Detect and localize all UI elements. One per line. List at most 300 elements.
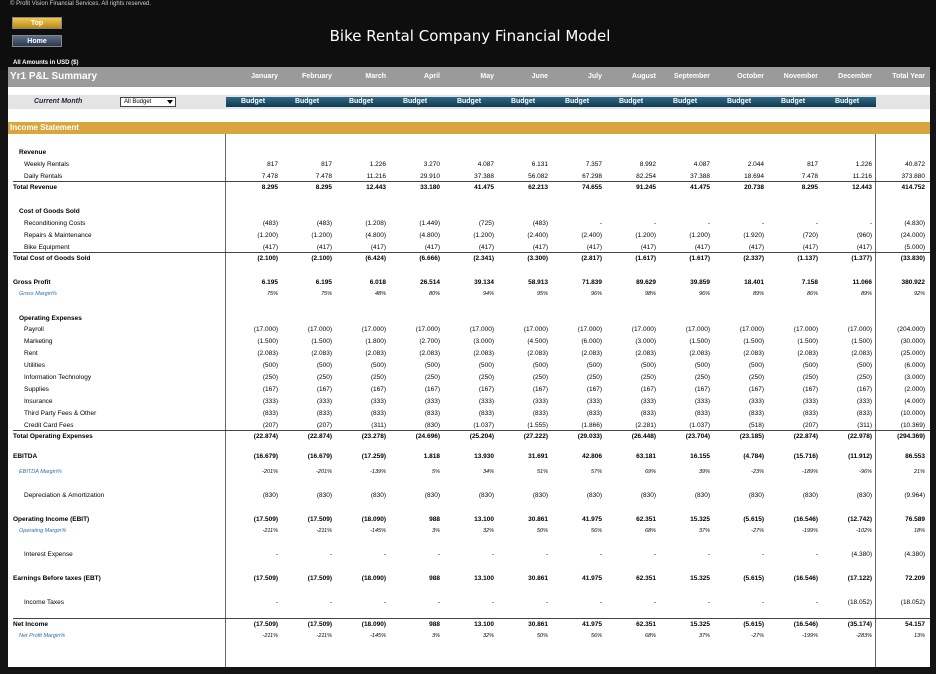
table-cell: - xyxy=(761,599,764,606)
budget-label: Budget xyxy=(294,98,320,105)
table-cell: (35.174) xyxy=(847,621,872,628)
table-cell: (333) xyxy=(370,398,386,405)
table-cell: (1.449) xyxy=(419,220,440,227)
table-cell: (17.000) xyxy=(361,326,386,333)
table-cell: - xyxy=(761,220,764,227)
table-row xyxy=(8,575,930,584)
table-cell: (333) xyxy=(532,398,548,405)
table-cell: 1.818 xyxy=(423,453,440,460)
table-cell: 7.478 xyxy=(315,173,332,180)
table-cell: (833) xyxy=(586,410,602,417)
table-cell: - xyxy=(815,551,818,558)
table-cell: (1.617) xyxy=(635,255,656,262)
table-cell: (1.200) xyxy=(257,232,278,239)
table-cell: (1.500) xyxy=(311,338,332,345)
table-cell: (2.083) xyxy=(797,350,818,357)
budget-label: Budget xyxy=(402,98,428,105)
row-label: Daily Rentals xyxy=(24,173,63,180)
table-cell: (2.000) xyxy=(904,386,925,393)
table-cell: (500) xyxy=(316,362,332,369)
table-cell: (17.509) xyxy=(253,575,278,582)
table-cell: 42.806 xyxy=(582,453,602,460)
table-cell: (311) xyxy=(857,422,872,429)
table-cell: (167) xyxy=(532,386,548,393)
table-cell: - xyxy=(707,551,710,558)
table-cell: (2.083) xyxy=(311,350,332,357)
table-cell: 39.134 xyxy=(474,279,494,286)
table-cell: (333) xyxy=(748,398,764,405)
table-cell: (2.083) xyxy=(257,350,278,357)
table-cell: (833) xyxy=(694,410,710,417)
table-row xyxy=(8,633,930,642)
table-cell: 37.388 xyxy=(690,173,710,180)
table-cell: 54.157 xyxy=(905,621,925,628)
table-cell: (23.278) xyxy=(361,433,386,440)
section-title-income-statement: Income Statement xyxy=(8,122,930,134)
table-cell: (417) xyxy=(640,244,656,251)
table-cell: 56% xyxy=(590,633,602,639)
budget-label: Budget xyxy=(726,98,752,105)
table-cell: -23% xyxy=(751,469,764,475)
table-cell: -201% xyxy=(262,469,278,475)
table-cell: (18.090) xyxy=(361,575,386,582)
table-cell: (500) xyxy=(586,362,602,369)
table-cell: (3.300) xyxy=(527,255,548,262)
table-cell: 37% xyxy=(698,633,710,639)
table-cell: (1.200) xyxy=(311,232,332,239)
table-cell: (23.185) xyxy=(739,433,764,440)
table-cell: (2.083) xyxy=(527,350,548,357)
page-title: Bike Rental Company Financial Model xyxy=(329,27,611,45)
table-cell: 50% xyxy=(536,528,548,534)
table-cell: - xyxy=(653,599,656,606)
table-cell: (417) xyxy=(478,244,494,251)
table-row xyxy=(8,528,930,537)
table-cell: (500) xyxy=(640,362,656,369)
table-cell: (6.666) xyxy=(419,255,440,262)
table-cell: 1.226 xyxy=(369,161,386,168)
table-cell: (26.448) xyxy=(631,433,656,440)
table-row xyxy=(8,338,930,347)
table-row xyxy=(8,232,930,241)
month-header: December xyxy=(838,73,872,80)
table-cell: 48% xyxy=(374,291,386,297)
budget-label: Budget xyxy=(618,98,644,105)
table-cell: (17.000) xyxy=(253,326,278,333)
month-header: April xyxy=(424,73,440,80)
table-cell: (167) xyxy=(370,386,386,393)
table-cell: (18.052) xyxy=(900,599,925,606)
table-cell: 32% xyxy=(482,528,494,534)
table-cell: 13.930 xyxy=(474,453,494,460)
table-cell: 57% xyxy=(590,469,602,475)
table-cell: (833) xyxy=(424,410,440,417)
table-cell: (17.000) xyxy=(739,326,764,333)
table-cell: (417) xyxy=(316,244,332,251)
table-cell: 380.922 xyxy=(901,279,925,286)
table-cell: (333) xyxy=(640,398,656,405)
divider xyxy=(13,618,930,619)
table-cell: (4.380) xyxy=(904,551,925,558)
row-label: EBITDA xyxy=(13,453,38,460)
row-label: Total Revenue xyxy=(13,184,57,191)
table-cell: (333) xyxy=(694,398,710,405)
table-cell: (830) xyxy=(424,492,440,499)
budget-label: Budget xyxy=(240,98,266,105)
table-cell: (250) xyxy=(856,374,872,381)
table-cell: (830) xyxy=(262,492,278,499)
current-month-value: All Budget xyxy=(124,99,152,105)
table-cell: (1.037) xyxy=(473,422,494,429)
table-cell: (720) xyxy=(802,232,818,239)
table-cell: 37.388 xyxy=(474,173,494,180)
table-row xyxy=(8,398,930,407)
total-year-header: Total Year xyxy=(892,73,925,80)
table-cell: (6.000) xyxy=(581,338,602,345)
budget-label: Budget xyxy=(834,98,860,105)
table-cell: (17.000) xyxy=(469,326,494,333)
table-cell: (17.509) xyxy=(307,516,332,523)
table-cell: (1.500) xyxy=(257,338,278,345)
table-cell: (2.337) xyxy=(743,255,764,262)
table-cell: 41.975 xyxy=(582,516,602,523)
table-cell: (830) xyxy=(478,492,494,499)
table-cell: 15.325 xyxy=(690,516,710,523)
month-header: September xyxy=(673,73,710,80)
table-row xyxy=(8,599,930,608)
table-cell: - xyxy=(275,551,278,558)
table-cell: (16.546) xyxy=(793,516,818,523)
table-cell: (830) xyxy=(370,492,386,499)
table-cell: (2.400) xyxy=(581,232,602,239)
table-cell: 63.181 xyxy=(636,453,656,460)
table-cell: (22.874) xyxy=(307,433,332,440)
table-cell: 96% xyxy=(698,291,710,297)
table-cell: 6.131 xyxy=(531,161,548,168)
table-cell: (1.200) xyxy=(689,232,710,239)
table-cell: (2.083) xyxy=(473,350,494,357)
table-cell: 30.861 xyxy=(528,621,548,628)
table-cell: (417) xyxy=(694,244,710,251)
table-cell: (830) xyxy=(316,492,332,499)
table-cell: (207) xyxy=(802,422,818,429)
table-cell: (5.615) xyxy=(743,516,764,523)
table-cell: - xyxy=(275,599,278,606)
table-cell: (9.964) xyxy=(904,492,925,499)
budget-label: Budget xyxy=(672,98,698,105)
table-cell: 13.100 xyxy=(474,575,494,582)
table-cell: (204.000) xyxy=(897,326,925,333)
table-cell: (1.555) xyxy=(527,422,548,429)
table-cell: 6.018 xyxy=(369,279,386,286)
table-cell: (417) xyxy=(802,244,818,251)
table-cell: (500) xyxy=(370,362,386,369)
table-cell: (250) xyxy=(694,374,710,381)
table-cell: (250) xyxy=(802,374,818,381)
table-cell: 82.254 xyxy=(636,173,656,180)
table-cell: 41.975 xyxy=(582,621,602,628)
current-month-label: Current Month xyxy=(34,98,83,105)
table-cell: (417) xyxy=(748,244,764,251)
row-label: Gross Margin% xyxy=(19,291,57,297)
table-cell: (333) xyxy=(262,398,278,405)
table-cell: (167) xyxy=(316,386,332,393)
table-cell: 3% xyxy=(432,528,440,534)
table-row xyxy=(8,208,930,217)
table-cell: - xyxy=(545,551,548,558)
table-row xyxy=(8,161,930,170)
table-cell: (2.083) xyxy=(689,350,710,357)
table-cell: (17.259) xyxy=(361,453,386,460)
table-cell: 2.044 xyxy=(747,161,764,168)
table-cell: (207) xyxy=(262,422,278,429)
table-cell: 988 xyxy=(429,575,440,582)
table-row xyxy=(8,326,930,335)
table-cell: (250) xyxy=(748,374,764,381)
table-cell: -96% xyxy=(859,469,872,475)
row-label: Total Cost of Goods Sold xyxy=(13,255,91,262)
table-cell: 62.351 xyxy=(636,516,656,523)
table-cell: (417) xyxy=(262,244,278,251)
table-cell: 51% xyxy=(536,469,548,475)
table-cell: (207) xyxy=(316,422,332,429)
table-cell: 11.216 xyxy=(366,173,386,180)
table-cell: -189% xyxy=(802,469,818,475)
table-cell: 30.861 xyxy=(528,516,548,523)
budget-label: Budget xyxy=(780,98,806,105)
table-cell: 92% xyxy=(913,291,925,297)
table-cell: 89.629 xyxy=(636,279,656,286)
top-button[interactable]: Top xyxy=(12,17,62,29)
row-label: Net Income xyxy=(13,621,49,628)
table-cell: (4.000) xyxy=(904,398,925,405)
row-label: Third Party Fees & Other xyxy=(24,410,97,417)
table-cell: (10.000) xyxy=(900,410,925,417)
table-cell: (250) xyxy=(316,374,332,381)
table-cell: (833) xyxy=(532,410,548,417)
table-cell: (333) xyxy=(316,398,332,405)
table-cell: (2.400) xyxy=(527,232,548,239)
row-label: Marketing xyxy=(24,338,53,345)
table-cell: 6.195 xyxy=(261,279,278,286)
table-cell: (29.033) xyxy=(577,433,602,440)
table-cell: - xyxy=(437,551,440,558)
table-cell: - xyxy=(491,551,494,558)
table-cell: (1.500) xyxy=(689,338,710,345)
table-cell: 817 xyxy=(807,161,818,168)
table-cell: (16.546) xyxy=(793,575,818,582)
table-cell: 34% xyxy=(482,469,494,475)
table-cell: (830) xyxy=(640,492,656,499)
table-cell: 817 xyxy=(321,161,332,168)
table-row xyxy=(8,516,930,525)
table-cell: (333) xyxy=(802,398,818,405)
table-cell: - xyxy=(815,599,818,606)
table-cell: (4.784) xyxy=(743,453,764,460)
table-cell: (250) xyxy=(586,374,602,381)
table-cell: -211% xyxy=(316,528,332,534)
table-cell: (6.000) xyxy=(904,362,925,369)
table-row xyxy=(8,279,930,288)
month-header-bar xyxy=(8,67,930,87)
table-cell: (294.369) xyxy=(897,433,925,440)
table-cell: (2.083) xyxy=(635,350,656,357)
row-label: Income Taxes xyxy=(24,599,64,606)
table-cell: 12.443 xyxy=(366,184,386,191)
table-cell: (12.742) xyxy=(847,516,872,523)
table-cell: (18.090) xyxy=(361,516,386,523)
table-cell: (24.696) xyxy=(415,433,440,440)
table-cell: - xyxy=(329,551,332,558)
table-cell: 33.180 xyxy=(420,184,440,191)
table-cell: (830) xyxy=(748,492,764,499)
table-cell: (483) xyxy=(316,220,332,227)
divider xyxy=(13,252,930,253)
table-cell: (500) xyxy=(694,362,710,369)
table-cell: (17.000) xyxy=(523,326,548,333)
row-label: Operating Expenses xyxy=(19,315,82,322)
table-cell: (1.377) xyxy=(851,255,872,262)
table-cell: (16.546) xyxy=(793,621,818,628)
table-cell: (1.866) xyxy=(581,422,602,429)
table-cell: (830) xyxy=(532,492,548,499)
row-label: Reconditioning Costs xyxy=(24,220,86,227)
current-month-row xyxy=(8,95,930,109)
table-cell: (483) xyxy=(532,220,548,227)
table-cell: (17.000) xyxy=(307,326,332,333)
table-cell: 75% xyxy=(320,291,332,297)
table-cell: 41.975 xyxy=(582,575,602,582)
table-cell: -211% xyxy=(262,528,278,534)
table-cell: (4.800) xyxy=(419,232,440,239)
table-cell: (6.424) xyxy=(365,255,386,262)
table-cell: (250) xyxy=(262,374,278,381)
table-cell: (833) xyxy=(316,410,332,417)
table-cell: (167) xyxy=(802,386,818,393)
table-cell: (5.615) xyxy=(743,575,764,582)
home-button[interactable]: Home xyxy=(12,35,62,47)
table-cell: (333) xyxy=(478,398,494,405)
table-row xyxy=(8,255,930,264)
table-row xyxy=(8,410,930,419)
table-cell: 8.992 xyxy=(639,161,656,168)
table-cell: - xyxy=(653,551,656,558)
table-cell: (2.700) xyxy=(419,338,440,345)
table-cell: 62.213 xyxy=(528,184,548,191)
table-cell: (17.509) xyxy=(253,621,278,628)
table-cell: 50% xyxy=(536,633,548,639)
table-cell: - xyxy=(545,599,548,606)
table-cell: 18.401 xyxy=(744,279,764,286)
row-label: Repairs & Maintenance xyxy=(24,232,92,239)
table-cell: (17.509) xyxy=(253,516,278,523)
table-cell: 76.589 xyxy=(905,516,925,523)
month-header: May xyxy=(480,73,494,80)
table-cell: -27% xyxy=(751,528,764,534)
row-label: Revenue xyxy=(19,149,47,156)
table-cell: (24.000) xyxy=(900,232,925,239)
table-cell: (1.500) xyxy=(851,338,872,345)
table-cell: (167) xyxy=(478,386,494,393)
table-cell: 39.859 xyxy=(690,279,710,286)
table-cell: (1.617) xyxy=(689,255,710,262)
table-cell: - xyxy=(437,599,440,606)
table-cell: - xyxy=(599,599,602,606)
table-cell: (500) xyxy=(856,362,872,369)
table-cell: 86.553 xyxy=(905,453,925,460)
table-cell: (17.000) xyxy=(793,326,818,333)
table-cell: (16.679) xyxy=(307,453,332,460)
table-cell: 91.245 xyxy=(636,184,656,191)
table-row xyxy=(8,453,930,462)
table-cell: - xyxy=(869,220,872,227)
table-cell: 8.295 xyxy=(315,184,332,191)
table-cell: 98% xyxy=(644,291,656,297)
table-cell: (2.083) xyxy=(743,350,764,357)
table-cell: (17.000) xyxy=(685,326,710,333)
table-cell: (250) xyxy=(424,374,440,381)
table-cell: (3.000) xyxy=(473,338,494,345)
table-cell: (167) xyxy=(856,386,872,393)
table-cell: -201% xyxy=(316,469,332,475)
table-cell: (17.000) xyxy=(577,326,602,333)
row-label: Information Technology xyxy=(24,374,92,381)
table-cell: 8.295 xyxy=(801,184,818,191)
table-cell: -139% xyxy=(370,469,386,475)
table-cell: (2.100) xyxy=(311,255,332,262)
table-cell: 3% xyxy=(432,633,440,639)
table-cell: (830) xyxy=(586,492,602,499)
table-cell: -211% xyxy=(316,633,332,639)
table-cell: (333) xyxy=(856,398,872,405)
table-cell: (830) xyxy=(802,492,818,499)
row-label: Earnings Before taxes (EBT) xyxy=(13,575,101,582)
table-cell: (15.716) xyxy=(793,453,818,460)
table-cell: -211% xyxy=(262,633,278,639)
table-cell: 40.872 xyxy=(905,161,925,168)
table-cell: 67.298 xyxy=(582,173,602,180)
table-cell: (5.615) xyxy=(743,621,764,628)
row-label: Bike Equipment xyxy=(24,244,70,251)
current-month-select[interactable] xyxy=(120,97,176,107)
table-row xyxy=(8,492,930,501)
table-cell: (167) xyxy=(262,386,278,393)
table-row xyxy=(8,374,930,383)
budget-scenario-bar xyxy=(226,97,876,107)
table-cell: 31.691 xyxy=(528,453,548,460)
table-cell: (250) xyxy=(478,374,494,381)
app-header xyxy=(0,0,936,70)
table-cell: (500) xyxy=(424,362,440,369)
table-cell: (417) xyxy=(532,244,548,251)
pl-summary-sheet xyxy=(8,67,930,667)
month-header: March xyxy=(365,73,386,80)
table-cell: - xyxy=(707,599,710,606)
budget-label: Budget xyxy=(510,98,536,105)
table-cell: (2.083) xyxy=(365,350,386,357)
table-cell: 56% xyxy=(590,528,602,534)
table-cell: 7.478 xyxy=(801,173,818,180)
table-cell: (833) xyxy=(262,410,278,417)
table-cell: (2.817) xyxy=(581,255,602,262)
table-cell: 817 xyxy=(267,161,278,168)
table-cell: 12.443 xyxy=(852,184,872,191)
table-cell: 18% xyxy=(913,528,925,534)
table-cell: 75% xyxy=(266,291,278,297)
table-cell: - xyxy=(329,599,332,606)
table-row xyxy=(8,350,930,359)
table-cell: (250) xyxy=(640,374,656,381)
